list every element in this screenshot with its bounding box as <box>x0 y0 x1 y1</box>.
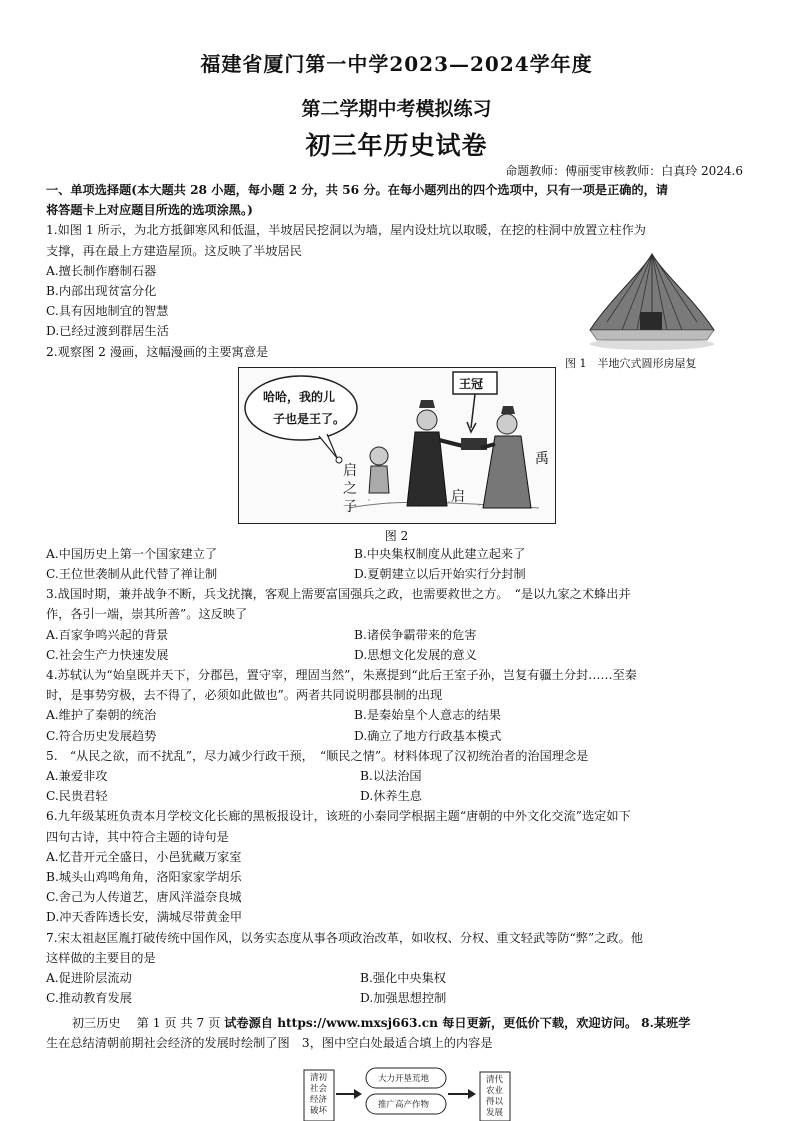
q8-stem-start: 8.某班学 <box>641 1015 691 1030</box>
q4-option-a: A.维护了秦朝的统治 <box>46 708 157 723</box>
q1-option-a: A.擅长制作磨制石器 <box>46 263 157 278</box>
q3-options-row2 <box>46 645 746 665</box>
q2-option-c: C.王位世袭制从此代替了禅让制 <box>46 567 218 582</box>
section-heading-2: 将答题卡上对应题目所选的选项涂黑。) <box>46 203 253 218</box>
figure-1-caption: 图 1 半地穴式圆形房屋复 <box>565 357 697 370</box>
exam-title-school: 福建省厦门第一中学2023—2024学年度 <box>200 52 593 76</box>
q1-option-b: B.内部出现贫富分化 <box>46 284 157 299</box>
q4-options-row1 <box>46 705 746 725</box>
q3-option-d: D.思想文化发展的意义 <box>354 647 477 662</box>
q7-options-row2 <box>46 988 746 1008</box>
fig3-right-line-2: 农业 <box>486 1086 504 1096</box>
q5-option-d: D.休养生息 <box>360 789 422 804</box>
q5-option-a: A.兼爱非攻 <box>46 769 108 784</box>
q3-stem: 3.战国时期，兼并战争不断，兵戈扰攘，客观上需要富国强兵之政，也需要救世之方。 “是以九家之术蜂出并 <box>46 587 631 602</box>
q6-stem: 6.九年级某班负责本月学校文化长廊的黑板报设计，该班的小秦同学根据主题“唐朝的中外文化交流”选定如下 <box>46 809 631 824</box>
q4-stem: 4.苏轼认为“始皇既并天下，分郡邑，置守宰，理固当然”，朱熹提到“此后王室子孙，岂复有疆土分封……至秦 <box>46 668 637 683</box>
figure-2-spacer <box>46 362 746 544</box>
fig3-box-mid: 推广高产作物 <box>378 1100 430 1110</box>
speech-bubble-line2: 子也是王了。 <box>273 412 346 426</box>
q3-option-b: B.诸侯争霸带来的危害 <box>354 627 477 642</box>
q6-option-b: B.城头山鸡鸣角角，洛阳家家学胡乐 <box>46 870 242 885</box>
figure-2-caption: 图 2 <box>384 529 409 543</box>
fig3-right-line-4: 发展 <box>486 1108 504 1118</box>
q7-stem: 7.宋太祖赵匡胤打破传统中国作风，以务实态度从事各项政治改革，如收权、分权、重文轻武等防“弊”之政。他 <box>46 930 643 945</box>
label-son: 启 之 子 <box>343 463 357 515</box>
q4-option-b: B.是秦始皇个人意志的结果 <box>354 708 501 723</box>
q6-option-c: C.舍己为人传道艺，唐风洋溢奈良城 <box>46 890 242 905</box>
fig3-left-line-4: 破坏 <box>310 1106 328 1116</box>
q2-stem: 2.观察图 2 漫画，这幅漫画的主要寓意是 <box>46 344 269 359</box>
fig3-right-line-3: 得以 <box>486 1097 504 1107</box>
q1-stem-2: 支撑，再在最上方建造屋顶。这反映了半坡居民 <box>46 243 302 258</box>
fig3-left-line-1: 清初 <box>310 1073 328 1083</box>
author-line: 命题教师：傅丽雯审核教师：白真玲 2024.6 <box>505 164 743 178</box>
q4-option-c: C.符合历史发展趋势 <box>46 728 157 743</box>
exam-title-term: 第二学期中考模拟练习 <box>301 98 492 120</box>
fig3-left-line-3: 经济 <box>310 1095 328 1105</box>
fig3-box-top: 大力开垦荒地 <box>378 1074 430 1084</box>
q4-option-d: D.确立了地方行政基本模式 <box>354 728 502 743</box>
section-heading: 一、单项选择题(本大题共 28 小题，每小题 2 分，共 56 分。在每小题列出的四个选项中，只有一项是正确的，请 <box>46 183 669 197</box>
q1-option-d: D.已经过渡到群居生活 <box>46 324 169 339</box>
fig3-left-line-2: 社会 <box>310 1084 328 1094</box>
q1-stem: 1.如图 1 所示，为北方抵御寒风和低温，半坡居民挖洞以为墙，屋内设灶坑以取暖，在挖的柱洞中放置立柱作为 <box>46 223 646 238</box>
q4-stem-2: 时，是事势穷极，去不得了，必须如此做也”。两者共同说明郡县制的出现 <box>46 688 443 703</box>
q7-option-d: D.加强思想控制 <box>360 991 447 1006</box>
q6-option-d: D.冲天香阵透长安，满城尽带黄金甲 <box>46 910 243 925</box>
fig3-right-line-1: 清代 <box>486 1075 504 1085</box>
q5-option-b: B.以法治国 <box>360 769 422 784</box>
q6-stem-2: 四句古诗，其中符合主题的诗句是 <box>46 829 229 844</box>
q2-option-d: D.夏朝建立以后开始实行分封制 <box>354 567 526 582</box>
q6-option-a: A.忆昔开元全盛日，小邑犹藏万家室 <box>46 849 242 864</box>
q2-options-row2 <box>46 564 746 584</box>
q7-option-b: B.强化中央集权 <box>360 971 446 986</box>
speech-bubble-line1: 哈哈，我的儿 <box>263 390 336 404</box>
q7-option-c: C.推动教育发展 <box>46 991 132 1006</box>
q1-option-c: C.具有因地制宜的智慧 <box>46 304 169 319</box>
q2-options-row1 <box>46 544 746 564</box>
figure-3-flowchart <box>300 1064 530 1121</box>
q5-stem: 5. “从民之欲，而不扰乱”，尽力减少行政干预， “顺民之情”。材料体现了汉初统治者的治国理念是 <box>46 748 589 763</box>
exam-title-subject: 初三年历史试卷 <box>305 131 488 160</box>
q5-options-row1 <box>46 766 746 786</box>
q5-option-c: C.民贵君轻 <box>46 789 108 804</box>
label-yu: 禹 <box>535 451 549 467</box>
q3-option-a: A.百家争鸣兴起的背景 <box>46 627 169 642</box>
footer-line <box>46 1013 746 1033</box>
q4-options-row2 <box>46 726 746 746</box>
q8-stem: 生在总结清朝前期社会经济的发展时绘制了图 3，图中空白处最适合填上的内容是 <box>46 1035 493 1050</box>
q7-options-row1 <box>46 968 746 988</box>
label-qi: 启 <box>451 489 465 505</box>
q3-options-row1 <box>46 625 746 645</box>
footer-source-link[interactable]: 试卷源自 https://www.mxsj663.cn 每日更新，更低价下载，欢迎访问。 <box>224 1015 638 1030</box>
q2-option-b: B.中央集权制度从此建立起来了 <box>354 546 526 561</box>
question-content <box>46 180 746 1053</box>
q3-option-c: C.社会生产力快速发展 <box>46 647 169 662</box>
q5-options-row2 <box>46 786 746 806</box>
q3-stem-2: 作，各引一端，崇其所善”。这反映了 <box>46 607 248 622</box>
q2-option-a: A.中国历史上第一个国家建立了 <box>46 546 218 561</box>
q7-option-a: A.促进阶层流动 <box>46 971 132 986</box>
footer-page-info: 初三历史 第 1 页 共 7 页 <box>71 1015 221 1030</box>
crown-label: 王冠 <box>459 377 484 391</box>
q7-stem-2: 这样做的主要目的是 <box>46 950 156 965</box>
